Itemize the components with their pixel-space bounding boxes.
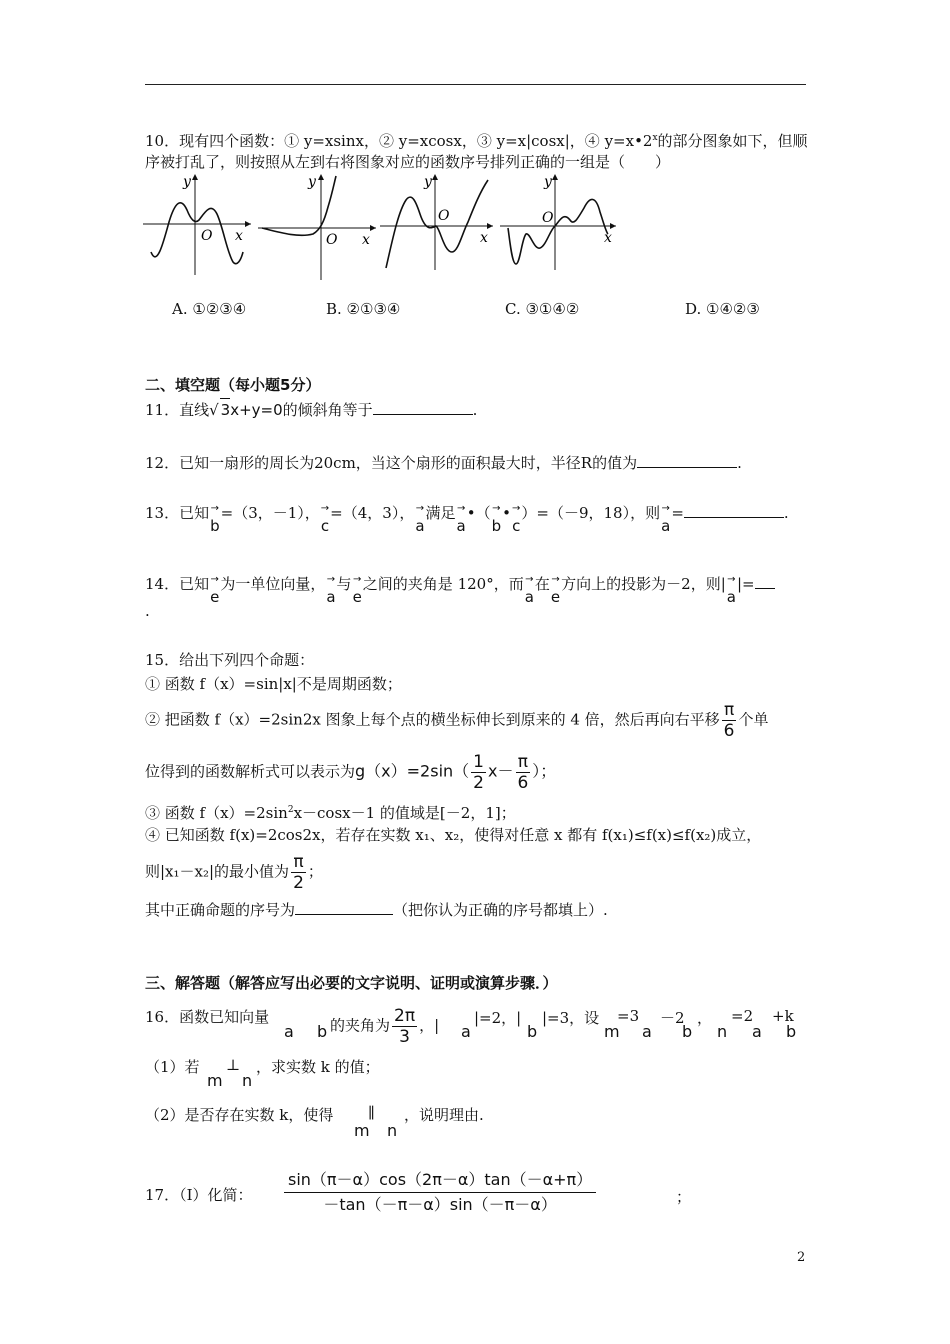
vector-e-2: → e	[352, 574, 362, 606]
graph-3	[380, 172, 495, 272]
vector-a: → a	[415, 503, 425, 535]
q10-option-c: C. ③①④②	[505, 300, 580, 318]
fraction-pi-over-6: $\frac{\pi}{6}$	[723, 700, 735, 741]
fraction-pi-over-2: $\frac{\pi}{2}$	[293, 852, 304, 893]
q17-pre: 17．（Ⅰ）化简：	[145, 1186, 253, 1204]
q16-vec-b-2: b	[527, 1022, 538, 1041]
vector-a-3: → a	[726, 574, 736, 606]
fraction-2pi-over-3: $\frac{2\pi}{3}$	[394, 1006, 416, 1047]
q16-perp: ⊥	[226, 1056, 241, 1074]
q16-comma: ，	[697, 1009, 713, 1027]
graph-2	[258, 172, 378, 282]
graph1-x-label: x	[235, 228, 243, 244]
q16-n-def-2: +k	[772, 1007, 794, 1025]
q15-intro: 15．给出下列四个命题：	[145, 651, 315, 669]
q11-answer-blank[interactable]	[373, 400, 473, 415]
q16-vec-a-2: a	[461, 1022, 471, 1041]
graph4-x-label: x	[604, 230, 612, 246]
q14-answer-blank[interactable]	[755, 574, 775, 589]
section3-heading: 三、解答题（解答应写出必要的文字说明、证明或演算步骤．）	[145, 974, 558, 992]
q16-s2-pre: （2）是否存在实数 k，使得	[145, 1106, 334, 1124]
graph4-origin-label: O	[542, 210, 554, 226]
q16-vec-n: n	[717, 1022, 728, 1041]
q16-mag-a: |=2，|	[474, 1009, 522, 1027]
graph1-y-label: y	[183, 174, 191, 190]
graph3-y-label: y	[424, 174, 432, 190]
vector-a-2: → a	[456, 503, 466, 535]
q16-line1: 16．函数已知向量	[145, 1008, 270, 1026]
q16-vec-b-4: b	[786, 1022, 797, 1041]
vector-a: → a	[326, 574, 336, 606]
q14-end: .	[145, 602, 150, 620]
vector-c: → c	[320, 503, 330, 535]
q16-s1-pre: （1）若	[145, 1058, 200, 1076]
q15-p2b: 位得到的函数解析式可以表示为g（x）=2sin（ $\frac{1}{2}$ x－ $\frac{\pi}{6}$ ）；	[145, 752, 557, 793]
vector-e: → e	[210, 574, 220, 606]
graph4-y-label: y	[544, 174, 552, 190]
q12: 12．已知一扇形的周长为20cm，当这个扇形的面积最大时，半径R的值为 .	[145, 454, 742, 472]
q15-answer-blank[interactable]	[295, 900, 393, 915]
q16-s1-post: ，求实数 k 的值；	[256, 1058, 380, 1076]
q16-vec-a-4: a	[752, 1022, 762, 1041]
q16-s2-post: ，说明理由.	[404, 1106, 484, 1124]
q16-m-def-2: －2	[660, 1009, 685, 1027]
q16-s2-vec-m: m	[354, 1121, 370, 1140]
graph3-origin-label: O	[438, 208, 450, 224]
q16-m-def: =3	[617, 1007, 640, 1025]
q16-s1-vec-n: n	[242, 1071, 253, 1090]
q15-answer: 其中正确命题的序号为 （把你认为正确的序号都填上）.	[145, 901, 608, 919]
q16-s1-vec-m: m	[207, 1071, 223, 1090]
fraction-pi-over-6-b: $\frac{\pi}{6}$	[517, 752, 529, 793]
vector-c-2: → c	[512, 503, 521, 535]
q16-s2-vec-n: n	[387, 1121, 398, 1140]
q10-option-b: B. ②①③④	[326, 300, 401, 318]
section2-heading: 二、填空题（每小题5分）	[145, 376, 321, 394]
vector-a-3: → a	[661, 503, 671, 535]
q15-p2a: ② 把函数 f（x）=2sin2x 图象上每个点的横坐标伸长到原来的 4 倍，然后再向右平移 $\frac{\pi}{6}$ 个单	[145, 700, 769, 741]
q10-option-d: D. ①④②③	[685, 300, 760, 318]
graph2-y-label: y	[308, 174, 316, 190]
page-number: 2	[797, 1250, 806, 1265]
q17-denominator: －tan（－π－α）sin（－π－α）	[323, 1195, 557, 1214]
q17-end: ；	[676, 1188, 692, 1206]
q10-line1: 10．现有四个函数：① y=xsinx，② y=xcosx，③ y=x|cosx|，④ $y=x•2^x$的部分图象如下，但顺	[145, 132, 808, 150]
q16-vec-a-3: a	[642, 1022, 652, 1041]
q16-n-def: =2	[731, 1007, 754, 1025]
header-rule	[145, 84, 806, 85]
q16-vec-a-1: a	[284, 1022, 294, 1041]
vector-e-3: → e	[550, 574, 561, 606]
q16-line1-b: 的夹角为 $\frac{2\pi}{3}$ ，|	[330, 1006, 440, 1047]
q16-parallel: ∥	[368, 1104, 375, 1122]
q15-p4b: 则|x₁－x₂|的最小值为 $\frac{\pi}{2}$ ；	[145, 852, 323, 893]
vector-b: → b	[210, 503, 220, 535]
vector-a-2: → a	[524, 574, 534, 606]
q13-answer-blank[interactable]	[684, 503, 784, 518]
q15-p1: ① 函数 f（x）=sin|x|不是周期函数；	[145, 675, 402, 693]
q16-vec-b-1: b	[317, 1022, 328, 1041]
q16-mag-b: |=3，设	[542, 1009, 600, 1027]
q14: 14．已知 → e 为一单位向量， → a 与 → e 之间的夹角是 120°，而 → a 在 → e 方向上的投影为－2，则| → a |=	[145, 573, 775, 595]
graph-1	[143, 172, 253, 277]
q16-vec-b-3: b	[682, 1022, 693, 1041]
q15-p3: ③ 函数 $f(x)=2\sin^2x-\cos x-1$ 的值域是[－2，1]；	[145, 804, 516, 822]
q10-option-a: A. ①②③④	[172, 300, 247, 318]
graph2-x-label: x	[362, 232, 370, 248]
q11: 11．直线√ 3x+y=0的倾斜角等于 .	[145, 398, 477, 421]
q17-fraction	[284, 1168, 596, 1217]
graph2-origin-label: O	[326, 232, 338, 248]
graph3-x-label: x	[480, 230, 488, 246]
q17-numerator: sin（π－α）cos（2π－α）tan（－α+π）	[284, 1168, 596, 1193]
q16-vec-m: m	[604, 1022, 620, 1041]
vector-b-2: → b	[491, 503, 502, 535]
q13: 13．已知 → b =（3，－1）， → c =（4，3）， → a 满足 → a •（ → b • → c ）=（－9，18），则 → a = .	[145, 503, 789, 535]
q15-p4a: ④ 已知函数 f(x)=2cos2x，若存在实数 x₁、x₂，使得对任意 x 都有 f(x₁)≤f(x)≤f(x₂)成立，	[145, 826, 762, 844]
q12-answer-blank[interactable]	[637, 453, 737, 468]
q10-line2: 序被打乱了，则按照从左到右将图象对应的函数序号排列正确的一组是（ ）	[145, 153, 671, 171]
graph-4	[500, 172, 620, 272]
graph1-origin-label: O	[201, 228, 213, 244]
fraction-one-half: $\frac{1}{2}$	[473, 752, 484, 793]
